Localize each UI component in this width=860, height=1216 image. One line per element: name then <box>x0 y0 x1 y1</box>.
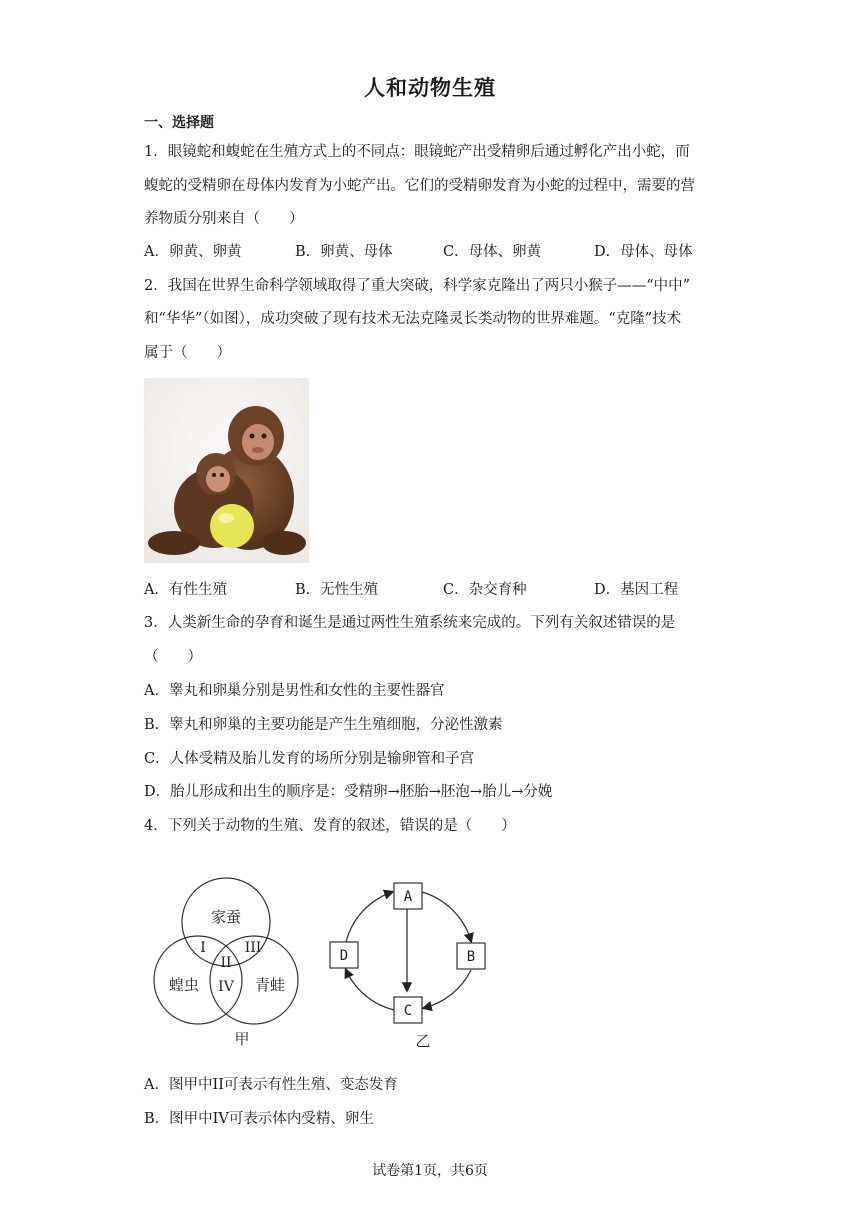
q4-diagrams <box>140 870 500 1055</box>
q1-option-c: C．母体、卵黄 <box>443 244 542 260</box>
q4-option-b: B．图甲中IV可表示体内受精、卵生 <box>144 1111 374 1127</box>
venn-region-4: IV <box>218 979 234 995</box>
q4-line-1: 4．下列关于动物的生殖、发育的叙述，错误的是（ ） <box>144 818 516 834</box>
q2-option-a: A．有性生殖 <box>144 582 227 598</box>
cloned-monkeys-photo <box>144 378 309 563</box>
cycle-label-a: A <box>403 889 413 905</box>
page-title: 人和动物生殖 <box>364 76 496 100</box>
q4-option-a: A．图甲中II可表示有性生殖、变态发育 <box>144 1077 398 1093</box>
venn-label-frog: 青蛙 <box>254 976 286 994</box>
q3-option-d: D．胎儿形成和出生的顺序是：受精卵→胚胎→胚泡→胎儿→分娩 <box>144 784 553 800</box>
venn-region-1: I <box>200 940 206 956</box>
q2-line-2: 和“华华”（如图），成功突破了现有技术无法克隆灵长类动物的世界难题。“克隆”技术 <box>144 311 682 327</box>
q2-option-b: B．无性生殖 <box>295 582 379 598</box>
q2-line-3: 属于（ ） <box>144 345 231 361</box>
q2-line-1: 2．我国在世界生命科学领域取得了重大突破，科学家克隆出了两只小猴子——“中中” <box>144 278 691 294</box>
q1-option-a: A．卵黄、卵黄 <box>144 244 242 260</box>
page-footer: 试卷第1页，共6页 <box>372 1163 488 1179</box>
section-heading: 一、选择题 <box>144 115 214 131</box>
q1-option-d: D．母体、母体 <box>594 244 693 260</box>
q2-option-d: D．基因工程 <box>594 582 679 598</box>
q3-line-1: 3．人类新生命的孕育和诞生是通过两性生殖系统来完成的。下列有关叙述错误的是 <box>144 615 676 631</box>
q3-option-b: B．睾丸和卵巢的主要功能是产生生殖细胞，分泌性激素 <box>144 717 503 733</box>
cycle-label-c: C <box>403 1003 413 1019</box>
q3-option-a: A．睾丸和卵巢分别是男性和女性的主要性器官 <box>144 683 445 699</box>
cycle-diagram-yi <box>346 892 471 1010</box>
venn-label-locust: 蝗虫 <box>168 976 200 994</box>
q3-line-2: （ ） <box>144 649 202 665</box>
q1-option-b: B．卵黄、母体 <box>295 244 393 260</box>
cycle-label-d: D <box>339 948 349 964</box>
caption-yi: 乙 <box>415 1032 431 1050</box>
venn-region-3: III <box>244 940 262 956</box>
caption-jia: 甲 <box>234 1030 250 1048</box>
q1-line-2: 蝮蛇的受精卵在母体内发育为小蛇产出。它们的受精卵发育为小蛇的过程中，需要的营 <box>144 178 695 194</box>
q3-option-c: C．人体受精及胎儿发育的场所分别是输卵管和子宫 <box>144 751 475 767</box>
venn-diagram-jia <box>154 878 298 1024</box>
cycle-label-b: B <box>466 949 476 965</box>
venn-region-2: II <box>220 955 232 971</box>
q1-line-3: 养物质分别来自（ ） <box>144 211 304 227</box>
q1-line-1: 1．眼镜蛇和蝮蛇在生殖方式上的不同点：眼镜蛇产出受精卵后通过孵化产出小蛇，而 <box>144 144 690 160</box>
q2-option-c: C．杂交育种 <box>443 582 527 598</box>
venn-label-silkworm: 家蚕 <box>210 908 242 926</box>
